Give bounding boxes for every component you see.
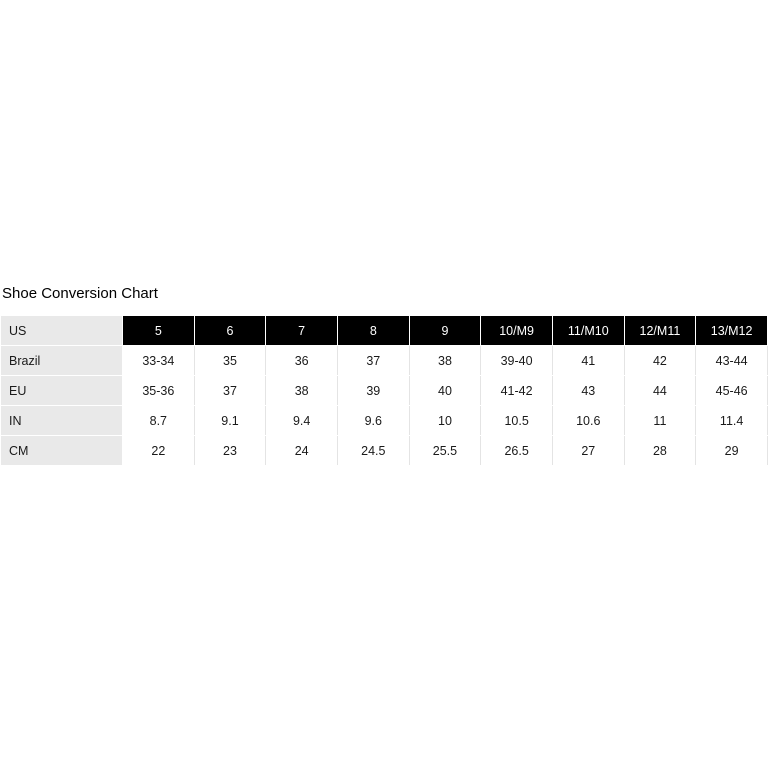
cell-eu-10-m9: 41-42	[481, 376, 553, 406]
row-label-eu: EU	[1, 376, 123, 406]
cell-brazil-11-m10: 41	[552, 346, 624, 376]
row-label-in: IN	[1, 406, 123, 436]
row-label-brazil: Brazil	[1, 346, 123, 376]
table-row	[1, 376, 768, 406]
cell-cm-9: 25.5	[409, 436, 481, 466]
cell-eu-5: 35-36	[123, 376, 195, 406]
column-header-11-m10: 11/M10	[552, 316, 624, 346]
row-label-cm: CM	[1, 436, 123, 466]
column-header-us: US	[1, 316, 123, 346]
cell-cm-8: 24.5	[337, 436, 409, 466]
size-conversion-table	[0, 315, 768, 466]
cell-eu-9: 40	[409, 376, 481, 406]
cell-eu-12-m11: 44	[624, 376, 696, 406]
cell-brazil-9: 38	[409, 346, 481, 376]
column-header-13-m12: 13/M12	[696, 316, 768, 346]
cell-brazil-7: 36	[266, 346, 338, 376]
column-header-9: 9	[409, 316, 481, 346]
cell-eu-11-m10: 43	[552, 376, 624, 406]
cell-brazil-10-m9: 39-40	[481, 346, 553, 376]
cell-brazil-13-m12: 43-44	[696, 346, 768, 376]
column-header-5: 5	[123, 316, 195, 346]
cell-brazil-5: 33-34	[123, 346, 195, 376]
table-row	[1, 406, 768, 436]
cell-in-8: 9.6	[337, 406, 409, 436]
cell-in-11-m10: 10.6	[552, 406, 624, 436]
cell-in-13-m12: 11.4	[696, 406, 768, 436]
table-body	[1, 346, 768, 466]
cell-cm-7: 24	[266, 436, 338, 466]
column-header-6: 6	[194, 316, 266, 346]
cell-cm-10-m9: 26.5	[481, 436, 553, 466]
cell-cm-13-m12: 29	[696, 436, 768, 466]
cell-brazil-12-m11: 42	[624, 346, 696, 376]
cell-in-5: 8.7	[123, 406, 195, 436]
cell-eu-8: 39	[337, 376, 409, 406]
cell-in-10-m9: 10.5	[481, 406, 553, 436]
cell-cm-12-m11: 28	[624, 436, 696, 466]
table-row	[1, 436, 768, 466]
column-header-8: 8	[337, 316, 409, 346]
table-row	[1, 346, 768, 376]
cell-in-12-m11: 11	[624, 406, 696, 436]
cell-in-7: 9.4	[266, 406, 338, 436]
cell-in-9: 10	[409, 406, 481, 436]
cell-cm-5: 22	[123, 436, 195, 466]
column-header-10-m9: 10/M9	[481, 316, 553, 346]
table-header	[1, 316, 768, 346]
shoe-conversion-chart	[0, 285, 768, 466]
cell-eu-7: 38	[266, 376, 338, 406]
cell-cm-11-m10: 27	[552, 436, 624, 466]
table-header-row	[1, 316, 768, 346]
cell-cm-6: 23	[194, 436, 266, 466]
cell-brazil-6: 35	[194, 346, 266, 376]
cell-brazil-8: 37	[337, 346, 409, 376]
column-header-12-m11: 12/M11	[624, 316, 696, 346]
cell-in-6: 9.1	[194, 406, 266, 436]
cell-eu-13-m12: 45-46	[696, 376, 768, 406]
cell-eu-6: 37	[194, 376, 266, 406]
chart-title: Shoe Conversion Chart	[2, 285, 158, 302]
column-header-7: 7	[266, 316, 338, 346]
